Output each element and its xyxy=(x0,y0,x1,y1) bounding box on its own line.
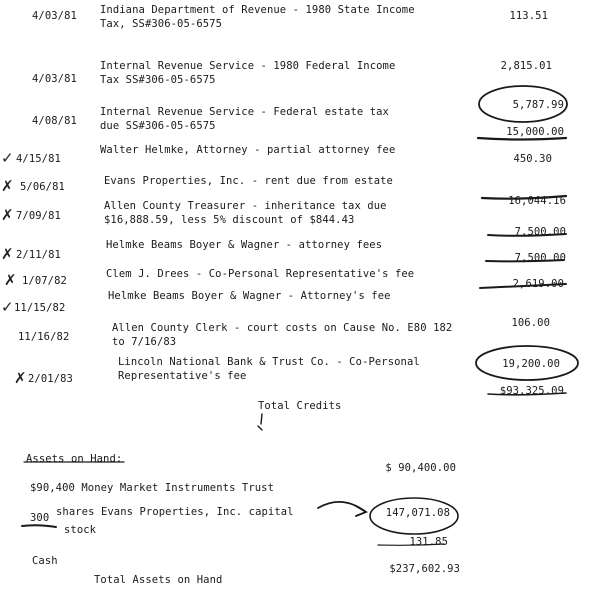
entry-description: Helmke Beams Boyer & Wagner - Attorney's fee xyxy=(108,290,391,302)
entry-description: Indiana Department of Revenue - 1980 State Income xyxy=(100,4,415,16)
entry-description: Clem J. Drees - Co-Personal Representative's fee xyxy=(106,268,415,280)
checkmark-icon: ✓ xyxy=(1,149,14,167)
entry-description: Allen County Clerk - court costs on Cause No. E80 182 xyxy=(112,322,453,334)
entry-description: Internal Revenue Service - 1980 Federal Income xyxy=(100,60,396,72)
total-assets-amount: $237,602.93 xyxy=(389,563,460,575)
arrow-annotation xyxy=(318,502,366,512)
entry-amount: 19,200.00 xyxy=(502,358,560,370)
entry-description: $16,888.59, less 5% discount of $844.43 xyxy=(104,214,355,226)
entry-amount: 5,787.99 xyxy=(512,99,564,111)
entry-description: Allen County Treasurer - inheritance tax due xyxy=(104,200,387,212)
entry-description: Tax SS#306-05-6575 xyxy=(100,74,216,86)
total-assets-label: Total Assets on Hand xyxy=(94,574,223,586)
entry-description: Lincoln National Bank & Trust Co. - Co-Personal xyxy=(118,356,420,368)
cash-amount: 131.85 xyxy=(409,536,448,548)
total-credits-label: Total Credits xyxy=(258,400,342,412)
shares-count: 300 xyxy=(30,512,50,524)
entry-description: Helmke Beams Boyer & Wagner - attorney fees xyxy=(106,239,383,251)
cross-mark-icon: ✗ xyxy=(1,206,14,224)
underline-annotation xyxy=(22,525,56,527)
entry-amount: 2,815.01 xyxy=(500,60,552,72)
entry-date: 2/11/81 xyxy=(16,249,61,261)
entry-description: Evans Properties, Inc. - rent due from estate xyxy=(104,175,393,187)
entry-date: 7/09/81 xyxy=(16,210,61,222)
cash-label: Cash xyxy=(32,555,58,567)
cross-mark-icon: ✗ xyxy=(1,177,14,195)
checkmark-icon: ✓ xyxy=(1,298,14,316)
entry-amount: 106.00 xyxy=(511,317,550,329)
entry-date: 1/07/82 xyxy=(22,275,67,287)
entry-date: 4/08/81 xyxy=(32,115,77,127)
entry-amount: 7,500.00 xyxy=(514,252,566,264)
entry-description: due SS#306-05-6575 xyxy=(100,120,216,132)
cross-mark-icon: ✗ xyxy=(14,369,27,387)
entry-description: Walter Helmke, Attorney - partial attorney fee xyxy=(100,144,396,156)
entry-date: 11/15/82 xyxy=(14,302,66,314)
entry-amount: 16,044.16 xyxy=(508,195,566,207)
entry-date: 4/03/81 xyxy=(32,10,77,22)
entry-amount: 450.30 xyxy=(513,153,552,165)
cross-mark-icon: ✗ xyxy=(4,271,17,289)
entry-date: 4/15/81 xyxy=(16,153,61,165)
assets-heading: Assets on Hand: xyxy=(26,453,123,465)
cross-mark-icon: ✗ xyxy=(1,245,14,263)
shares-description: shares Evans Properties, Inc. capital xyxy=(56,506,294,518)
entry-amount: 113.51 xyxy=(509,10,548,22)
money-market-amount: $ 90,400.00 xyxy=(385,462,456,474)
entry-description: Representative's fee xyxy=(118,370,247,382)
total-credits-amount: $93,325.09 xyxy=(499,385,564,397)
shares-description: stock xyxy=(64,524,97,536)
entry-amount: 7,500.00 xyxy=(514,226,566,238)
entry-date: 11/16/82 xyxy=(18,331,70,343)
entry-description: to 7/16/83 xyxy=(112,336,177,348)
stray-mark xyxy=(258,414,262,430)
entry-date: 5/06/81 xyxy=(20,181,65,193)
entry-description: Tax, SS#306-05-6575 xyxy=(100,18,223,30)
entry-amount: 2,619.00 xyxy=(512,278,564,290)
arrowhead-icon xyxy=(356,506,366,516)
entry-date: 2/01/83 xyxy=(28,373,73,385)
money-market-label: $90,400 Money Market Instruments Trust xyxy=(30,482,275,494)
entry-amount: 15,000.00 xyxy=(506,126,564,138)
shares-amount: 147,071.08 xyxy=(385,507,450,519)
entry-date: 4/03/81 xyxy=(32,73,77,85)
entry-description: Internal Revenue Service - Federal estate tax xyxy=(100,106,389,118)
